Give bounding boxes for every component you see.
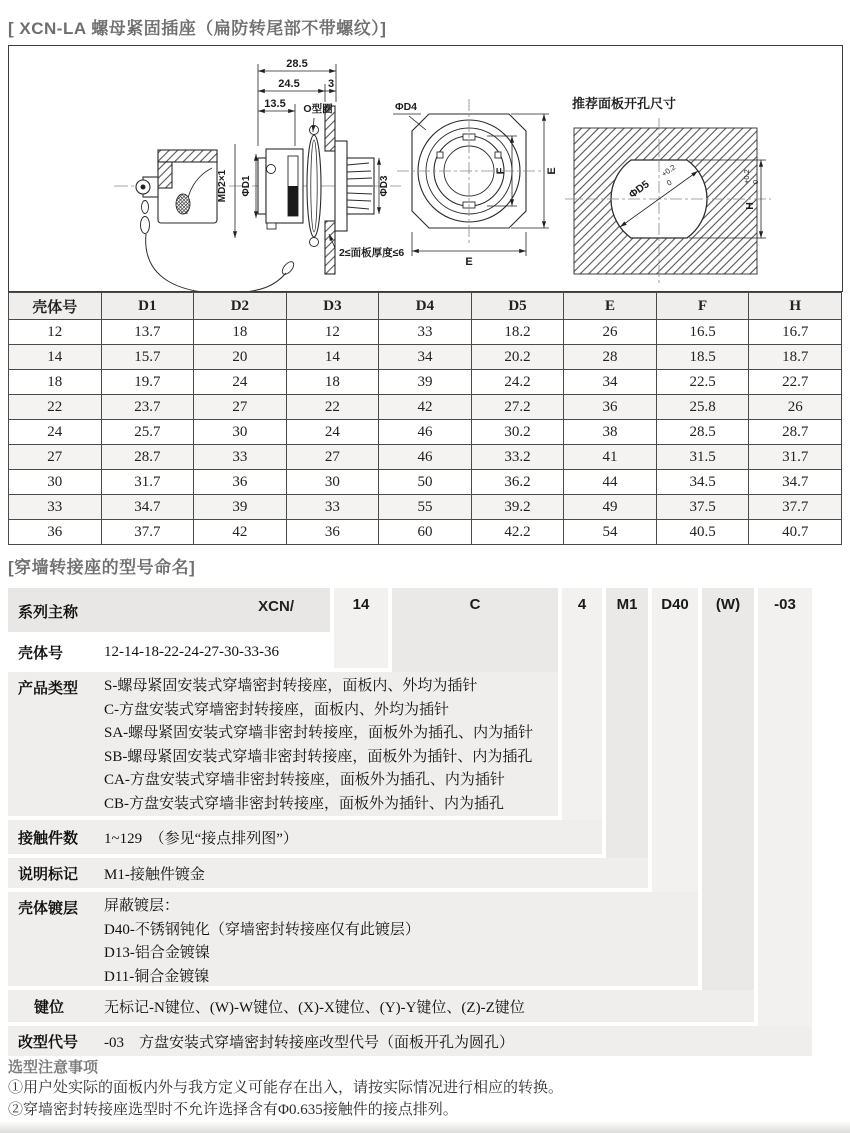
- dim-value: 25.8: [656, 395, 749, 420]
- dim-value: 26: [749, 395, 842, 420]
- dim-value: 20: [194, 345, 287, 370]
- series-label: 系列主称: [18, 604, 79, 621]
- col-header: D1: [101, 293, 194, 320]
- h-tol-zero: 0: [751, 179, 760, 184]
- dim-value: 24: [194, 370, 287, 395]
- dim-value: 16.7: [749, 320, 842, 345]
- product-option: CB-方盘安装式穿墙非密封转接座，面板外为插针、内为插孔: [104, 795, 505, 812]
- dim-value: 19.7: [101, 370, 194, 395]
- dim-value: 39.2: [471, 495, 564, 520]
- dim-f: F: [495, 167, 507, 175]
- col-header: D4: [379, 293, 472, 320]
- dim-value: 12: [286, 320, 379, 345]
- dim-value: 33: [194, 445, 287, 470]
- table-row: [9, 520, 842, 545]
- dim-value: 18.2: [471, 320, 564, 345]
- table-header-row: [9, 293, 842, 320]
- product-option: C-方盘安装式穿墙密封转接座，面板内、外均为插针: [104, 701, 450, 718]
- dim-value: 24.2: [471, 370, 564, 395]
- contacts-value: 1~129 （参见“接点排列图”）: [104, 830, 298, 847]
- dim-3: 3: [327, 78, 335, 90]
- shell-row: [8, 636, 388, 668]
- dim-value: 15.7: [101, 345, 194, 370]
- dim-value: 27: [9, 445, 102, 470]
- dim-value: 40.5: [656, 520, 749, 545]
- dim-value: 37.7: [101, 520, 194, 545]
- code-variant: -03: [774, 596, 796, 613]
- plating-label: 壳体镀层: [18, 900, 79, 917]
- dim-value: 27: [286, 445, 379, 470]
- dim-value: 37.7: [749, 495, 842, 520]
- side-view-drawing: [114, 58, 404, 291]
- dim-value: 36: [9, 520, 102, 545]
- code-key: (W): [715, 596, 741, 613]
- dim-value: 12: [9, 320, 102, 345]
- code-contacts: 4: [577, 596, 587, 613]
- table-row: [9, 370, 842, 395]
- dim-value: 24: [286, 420, 379, 445]
- variant-row: [8, 1026, 812, 1056]
- dim-value: 25.7: [101, 420, 194, 445]
- table-row: [9, 395, 842, 420]
- plating-option: D11-铜合金镀镍: [104, 968, 210, 985]
- code-series: XCN/: [258, 598, 294, 615]
- dim-value: 60: [379, 520, 472, 545]
- dim-value: 55: [379, 495, 472, 520]
- dim-value: 46: [379, 420, 472, 445]
- dim-28-5: 28.5: [286, 58, 308, 70]
- dim-value: 36.2: [471, 470, 564, 495]
- code-marking: M1: [616, 596, 638, 613]
- key-row: [8, 990, 754, 1022]
- h-tol-plus: +0.2: [742, 169, 751, 184]
- dim-value: 54: [564, 520, 657, 545]
- dim-value: 33.2: [471, 445, 564, 470]
- dim-value: 30: [9, 470, 102, 495]
- dim-value: 14: [286, 345, 379, 370]
- shell-label: 壳体号: [18, 644, 64, 662]
- dim-value: 24: [9, 420, 102, 445]
- dim-value: 34.7: [101, 495, 194, 520]
- product-option: CA-方盘安装式穿墙非密封转接座，面板外为插孔、内为插针: [104, 772, 505, 788]
- model-designation-table: [8, 588, 842, 1058]
- col-header: H: [749, 293, 842, 320]
- col-header: F: [656, 293, 749, 320]
- dim-value: 18: [286, 370, 379, 395]
- note-item: ①用户处实际的面板内外与我方定义可能存在出入，请按实际情况进行相应的转换。: [8, 1080, 564, 1096]
- series-header-cell: [8, 588, 330, 632]
- dim-value: 18: [194, 320, 287, 345]
- marking-label: 说明标记: [18, 865, 79, 883]
- dim-value: 26: [564, 320, 657, 345]
- key-value: 无标记-N键位、(W)-W键位、(X)-X键位、(Y)-Y键位、(Z)-Z键位: [104, 999, 525, 1016]
- dim-13-5: 13.5: [264, 98, 286, 110]
- dim-24-5: 24.5: [278, 78, 300, 90]
- table-row: [9, 320, 842, 345]
- dim-value: 28: [564, 345, 657, 370]
- dim-value: 22.7: [749, 370, 842, 395]
- table-row: [9, 445, 842, 470]
- panel-cutout-drawing: [565, 96, 771, 284]
- notes-title: 选型注意事项: [8, 1059, 99, 1076]
- product-option: SA-螺母紧固安装式穿墙非密封转接座，面板外为插孔、内为插针: [104, 725, 534, 741]
- dim-value: 27.2: [471, 395, 564, 420]
- contacts-label: 接触件数: [18, 829, 79, 847]
- contacts-row: [8, 820, 602, 854]
- thread-label: MD2×1: [217, 169, 228, 203]
- code-band-marking: [606, 588, 648, 888]
- dim-value: 30.2: [471, 420, 564, 445]
- dim-value: 22: [286, 395, 379, 420]
- phi-d5-tol-plus: +0.2: [659, 162, 678, 179]
- dim-value: 31.7: [101, 470, 194, 495]
- dim-value: 38: [564, 420, 657, 445]
- dim-value: 33: [9, 495, 102, 520]
- dim-value: 42: [379, 395, 472, 420]
- dim-value: 49: [564, 495, 657, 520]
- variant-label: 改型代号: [18, 1033, 79, 1051]
- dim-value: 22: [9, 395, 102, 420]
- dim-e-bottom: E: [465, 256, 473, 268]
- dim-value: 36: [286, 520, 379, 545]
- code-shell: 14: [352, 596, 370, 613]
- dim-value: 22.5: [656, 370, 749, 395]
- dim-e-right: E: [546, 167, 558, 175]
- dim-value: 42.2: [471, 520, 564, 545]
- dim-value: 42: [194, 520, 287, 545]
- technical-drawing-panel: [8, 45, 843, 292]
- dim-value: 44: [564, 470, 657, 495]
- dim-value: 18.7: [749, 345, 842, 370]
- dim-value: 18: [9, 370, 102, 395]
- col-header: D3: [286, 293, 379, 320]
- dim-value: 39: [379, 370, 472, 395]
- page-title: [ XCN-LA 螺母紧固插座（扁防转尾部不带螺纹）]: [8, 19, 387, 38]
- panel-thickness-note: 2≤面板厚度≤6: [339, 247, 405, 259]
- dim-value: 40.7: [749, 520, 842, 545]
- dim-value: 16.5: [656, 320, 749, 345]
- dim-value: 41: [564, 445, 657, 470]
- dim-value: 23.7: [101, 395, 194, 420]
- dim-value: 46: [379, 445, 472, 470]
- dim-value: 39: [194, 495, 287, 520]
- front-view-drawing: [393, 99, 558, 268]
- cutout-title: 推荐面板开孔尺寸: [572, 96, 677, 111]
- dimension-table: [8, 292, 842, 545]
- product-option: SB-螺母紧固安装式穿墙非密封转接座，面板外为插针、内为插孔: [104, 748, 533, 765]
- oring-label: O型圈: [303, 103, 333, 115]
- table-row: [9, 420, 842, 445]
- marking-value: M1-接触件镀金: [104, 866, 205, 883]
- shell-value: 12-14-18-22-24-27-30-33-36: [104, 643, 279, 660]
- col-header: E: [564, 293, 657, 320]
- dim-value: 14: [9, 345, 102, 370]
- key-label: 键位: [34, 998, 65, 1016]
- dim-value: 30: [286, 470, 379, 495]
- h-dim-label: H: [744, 202, 756, 210]
- plating-option: D13-铝合金镀镍: [104, 945, 210, 961]
- col-header: 壳体号: [9, 293, 102, 320]
- naming-section-title: [穿墙转接座的型号命名]: [8, 558, 196, 577]
- code-plating: D40: [661, 596, 689, 613]
- phi-d5-tol-zero: 0: [664, 177, 674, 188]
- dim-value: 13.7: [101, 320, 194, 345]
- dim-value: 36: [194, 470, 287, 495]
- variant-value: -03 方盘安装式穿墙密封转接座改型代号（面板开孔为圆孔）: [104, 1034, 514, 1051]
- phi-d1-label: ΦD1: [241, 175, 252, 197]
- code-band-contacts: [562, 588, 602, 854]
- dim-value: 34.5: [656, 470, 749, 495]
- table-row: [9, 345, 842, 370]
- phi-d3-label: ΦD3: [379, 175, 390, 197]
- dim-value: 34: [564, 370, 657, 395]
- note-item: ②穿墙密封转接座选型时不允许选择含有Φ0.635接触件的接点排列。: [8, 1102, 458, 1118]
- col-header: D2: [194, 293, 287, 320]
- dim-value: 27: [194, 395, 287, 420]
- table-row: [9, 495, 842, 520]
- dim-value: 31.5: [656, 445, 749, 470]
- dim-value: 20.2: [471, 345, 564, 370]
- dim-value: 31.7: [749, 445, 842, 470]
- dim-value: 33: [379, 320, 472, 345]
- product-option: S-螺母紧固安装式穿墙密封转接座，面板内、外均为插针: [104, 678, 478, 694]
- col-header: D5: [471, 293, 564, 320]
- code-product: C: [469, 596, 481, 613]
- dim-value: 34.7: [749, 470, 842, 495]
- table-row: [9, 470, 842, 495]
- product-label: 产品类型: [18, 680, 79, 697]
- dim-value: 30: [194, 420, 287, 445]
- dim-value: 37.5: [656, 495, 749, 520]
- dim-value: 36: [564, 395, 657, 420]
- plating-option: D40-不锈钢钝化（穿墙密封转接座仅有此镀层）: [104, 921, 420, 938]
- marking-row: [8, 858, 648, 888]
- phi-d5-label: ΦD5: [626, 178, 652, 201]
- dim-value: 28.7: [101, 445, 194, 470]
- plating-option: 屏蔽镀层：: [104, 898, 180, 914]
- dim-value: 33: [286, 495, 379, 520]
- dim-value: 34: [379, 345, 472, 370]
- code-band-key: [702, 588, 754, 1022]
- dim-value: 28.7: [749, 420, 842, 445]
- phi-d4-label: ΦD4: [394, 101, 418, 113]
- dim-value: 18.5: [656, 345, 749, 370]
- connector-drawing: [9, 46, 842, 291]
- code-band-variant: [758, 588, 812, 1056]
- dim-value: 28.5: [656, 420, 749, 445]
- page-bottom-shadow: [0, 1121, 850, 1133]
- dim-value: 50: [379, 470, 472, 495]
